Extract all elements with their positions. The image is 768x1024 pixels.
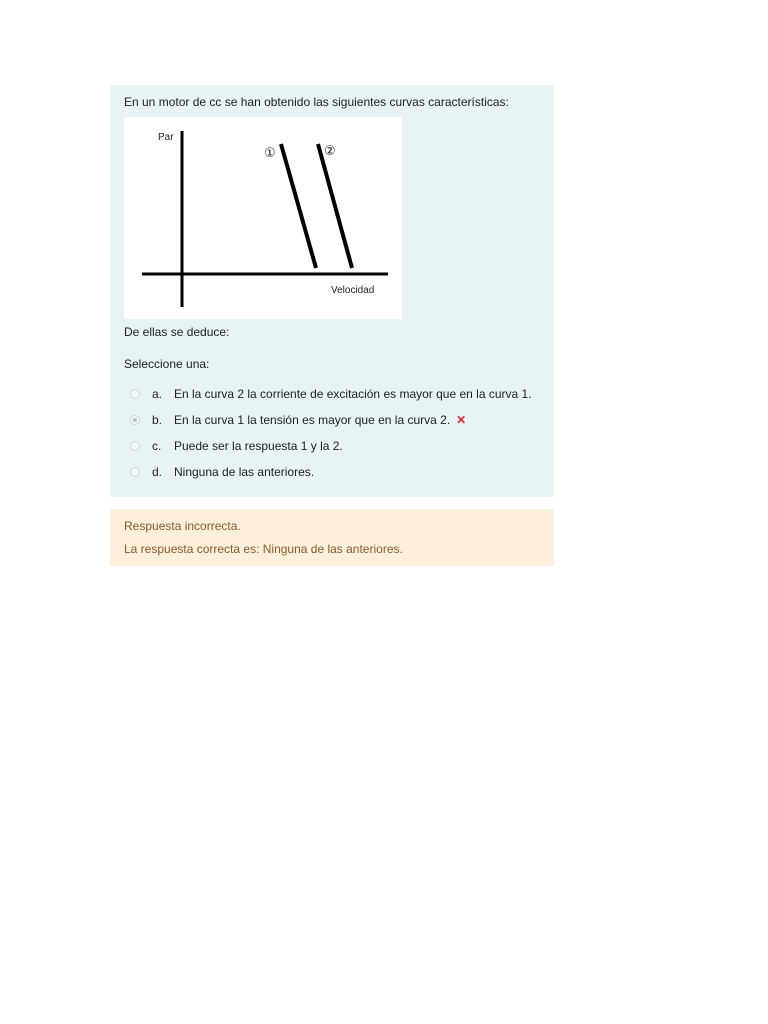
answer-text: En la curva 2 la corriente de excitación es mayor que en la curva 1.	[174, 387, 532, 401]
curve-1-label: ①	[264, 146, 276, 161]
answer-text: Puede ser la respuesta 1 y la 2.	[174, 439, 343, 453]
answer-letter: a.	[152, 387, 163, 401]
answer-option-a[interactable]	[124, 381, 544, 407]
answer-option-b[interactable]	[124, 407, 544, 433]
radio-d[interactable]	[130, 467, 140, 477]
deduce-text: De ellas se deduce:	[124, 325, 230, 339]
y-axis-label: Par	[158, 132, 174, 143]
answer-option-c[interactable]	[124, 433, 544, 459]
feedback-panel	[110, 509, 554, 566]
feedback-correct-answer: La respuesta correcta es: Ninguna de las anteriores.	[124, 542, 403, 556]
radio-b[interactable]	[130, 415, 140, 425]
answer-text: En la curva 1 la tensión es mayor que en la curva 2.	[174, 413, 451, 427]
x-axis-label: Velocidad	[331, 285, 375, 296]
question-panel	[110, 85, 554, 497]
curve-2-label: ②	[324, 144, 336, 159]
feedback-status: Respuesta incorrecta.	[124, 519, 241, 533]
answer-letter: d.	[152, 465, 163, 479]
answer-letter: b.	[152, 413, 163, 427]
radio-c[interactable]	[130, 441, 140, 451]
question-text: En un motor de cc se han obtenido las siguientes curvas características:	[124, 95, 509, 109]
answer-text: Ninguna de las anteriores.	[174, 465, 315, 479]
select-prompt: Seleccione una:	[124, 357, 210, 371]
curves-diagram	[124, 117, 402, 319]
curve-2-line	[318, 144, 352, 268]
answer-letter: c.	[152, 439, 162, 453]
answer-option-d[interactable]	[124, 459, 544, 485]
curve-1-line	[281, 144, 316, 268]
characteristic-curves-figure	[124, 117, 402, 319]
radio-a[interactable]	[130, 389, 140, 399]
incorrect-icon: ✕	[456, 413, 467, 427]
answer-list	[124, 381, 544, 485]
